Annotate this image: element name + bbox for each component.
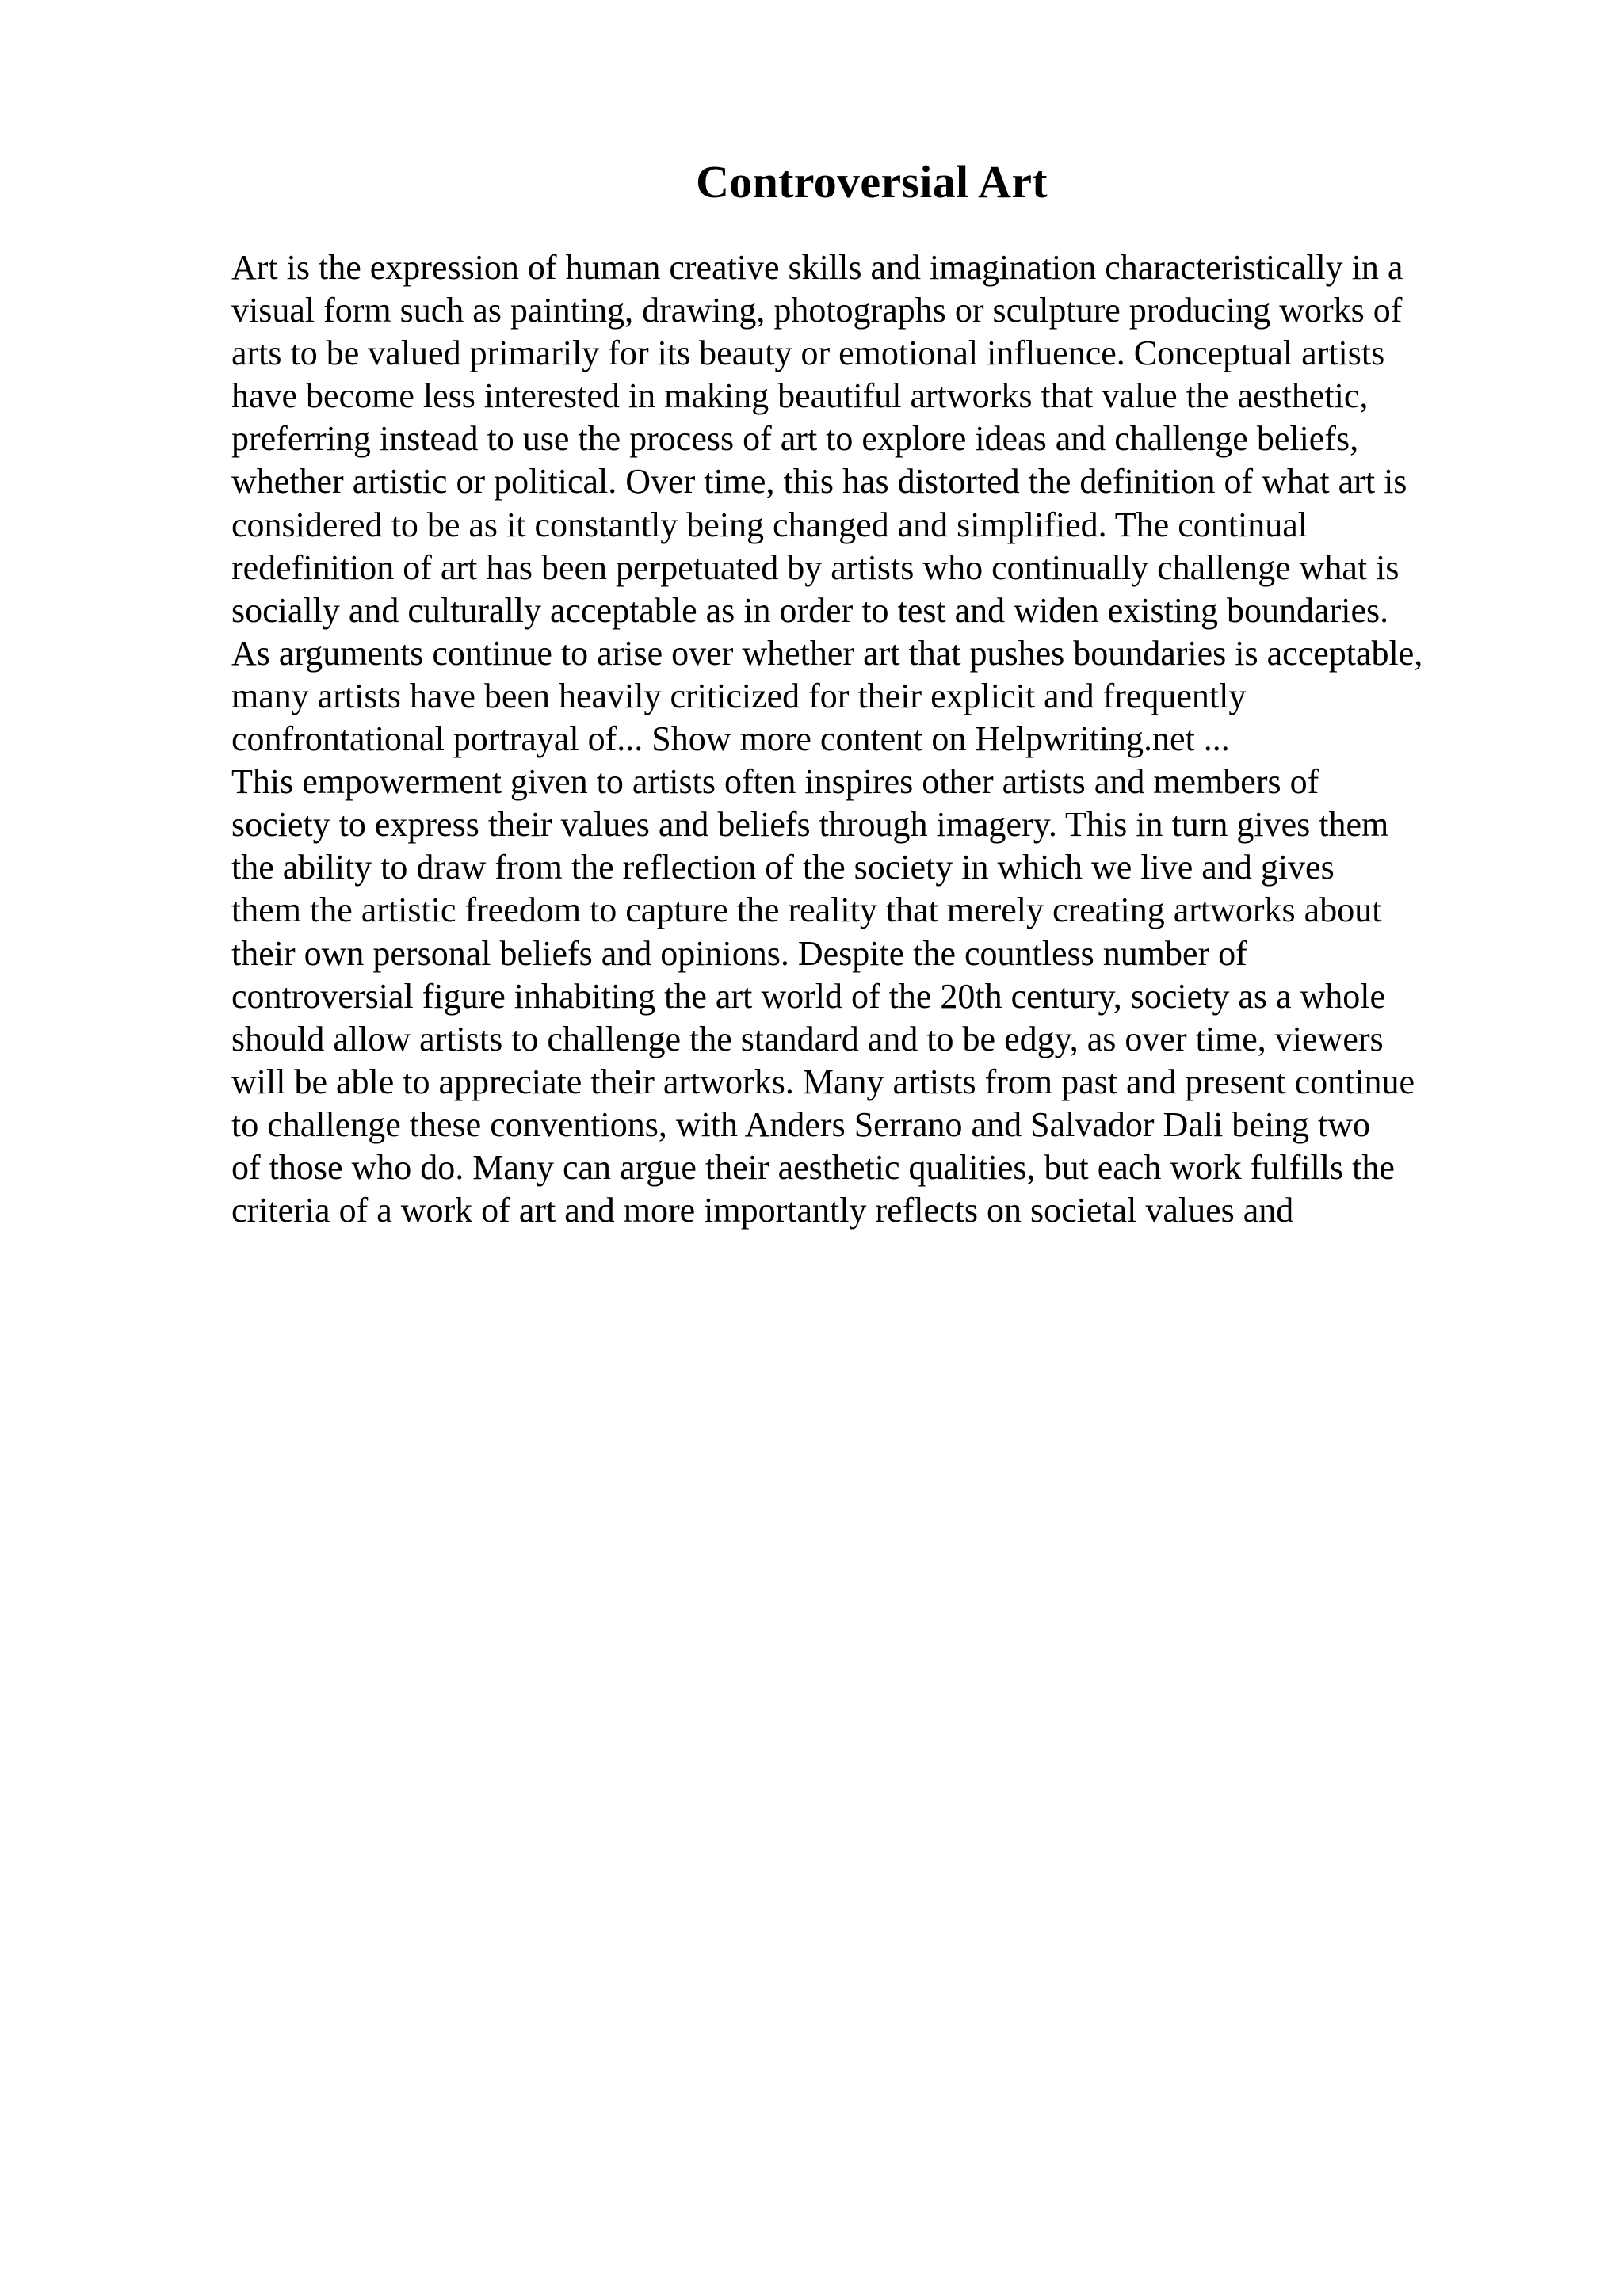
text-line: should allow artists to challenge the standard and to be edgy, as over time, viewers — [231, 1019, 1384, 1058]
text-line: will be able to appreciate their artworks. Many artists from past and present continue — [231, 1062, 1415, 1101]
text-line: considered to be as it constantly being changed and simplified. The continual — [231, 505, 1308, 544]
text-line: society to express their values and beliefs through imagery. This in turn gives them — [231, 805, 1389, 845]
text-line: of those who do. Many can argue their aesthetic qualities, but each work fulfills the — [231, 1147, 1395, 1187]
document-body — [231, 246, 1579, 1232]
text-line: socially and culturally acceptable as in order to test and widen existing boundaries. — [231, 590, 1389, 630]
text-line: visual form such as painting, drawing, photographs or sculpture producing works of — [231, 291, 1403, 330]
text-line: Art is the expression of human creative skills and imagination characteristically in a — [231, 248, 1403, 287]
text-line: controversial figure inhabiting the art world of the 20th century, society as a whole — [231, 976, 1386, 1016]
text-line: them the artistic freedom to capture the reality that merely creating artworks about — [231, 891, 1382, 930]
text-line: redefinition of art has been perpetuated by artists who continually challenge what is — [231, 547, 1400, 587]
text-line: As arguments continue to arise over whether art that pushes boundaries is acceptable, — [231, 633, 1423, 673]
text-line: arts to be valued primarily for its beauty or emotional influence. Conceptual artists — [231, 334, 1385, 373]
text-line: their own personal beliefs and opinions. Despite the countless number of — [231, 933, 1247, 973]
text-line: many artists have been heavily criticized for their explicit and frequently — [231, 676, 1247, 715]
text-line: This empowerment given to artists often inspires other artists and members of — [231, 762, 1319, 802]
page-title: Controversial Art — [696, 156, 1048, 208]
text-line: the ability to draw from the reflection of the society in which we live and gives — [231, 848, 1335, 887]
text-line: whether artistic or political. Over time, this has distorted the definition of what art is — [231, 462, 1407, 502]
text-line: have become less interested in making beautiful artworks that value the aesthetic, — [231, 376, 1369, 416]
text-line: preferring instead to use the process of art to explore ideas and challenge beliefs, — [231, 419, 1359, 459]
text-line: criteria of a work of art and more importantly reflects on societal values and — [231, 1191, 1294, 1230]
text-line: to challenge these conventions, with Anders Serrano and Salvador Dali being two — [231, 1104, 1370, 1144]
text-line: confrontational portrayal of... Show more content on Helpwriting.net ... — [231, 719, 1230, 759]
